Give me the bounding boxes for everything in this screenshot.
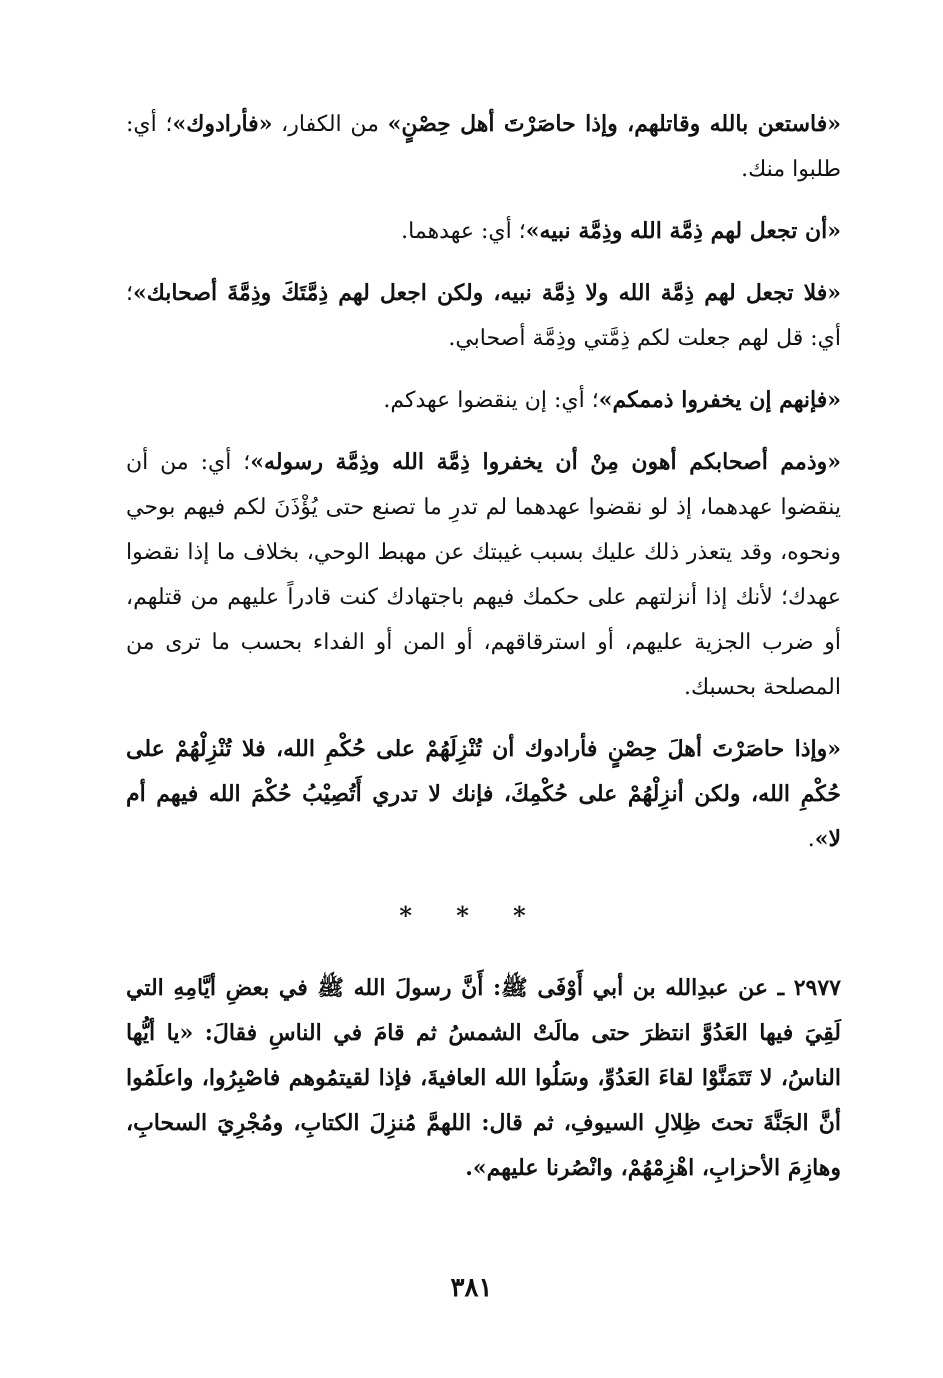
paragraph [126, 102, 841, 192]
quote-segment: «فإنهم إن يخفروا ذممكم» [598, 387, 841, 413]
quote-segment: «وذمم أصحابكم أهون مِنْ أن يخفروا ذِمَّة الله وذِمَّة رسوله» [250, 449, 841, 475]
paragraph [126, 727, 841, 862]
quote-segment: «أن تجعل لهم ذِمَّة الله وذِمَّة نبيه» [525, 218, 841, 244]
commentary-segment: ؛ أي: عهدهما. [401, 219, 526, 244]
quote-segment: «فاستعن بالله وقاتلهم، وإذا حاصَرْتَ أهل حِصْنٍ» [387, 111, 841, 137]
commentary-segment: من الكفار، [272, 112, 388, 137]
commentary-segment: ؛ أي: قل لهم جعلت لكم ذِمَّتي وذِمَّة أصحابي. [126, 281, 841, 351]
page-number: ٣٨١ [450, 1273, 493, 1303]
commentary-segment: ؛ أي: طلبوا منك. [126, 112, 841, 182]
commentary-segment: . [807, 827, 815, 852]
paragraph [126, 440, 841, 710]
hadith-text: ٢٩٧٧ ـ عن عبدِالله بن أبي أَوْفَى ﷺ: أَنَّ رسولَ الله ﷺ في بعضِ أيَّامِهِ التي لَقِيَ فيها العَدُوَّ انتظرَ حتى مالَتْ الشمسُ ثم قامَ في الناسِ فقالَ: «يا أيُّها الناسُ، لا تَتَمَنَّوْا لقاءَ العَدُوِّ، وسَلُوا الله العافيةَ، فإذا لقيتمُوهم فاصْبِرُوا، واعلَمُوا أنَّ الجَنَّةَ تحتَ ظِلالِ السيوفِ، ثم قال: اللهمَّ مُنزِلَ الكتابِ، ومُجْرِيَ السحابِ، وهازِمَ الأحزابِ، اهْزِمْهُمْ، وانْصُرنا عليهم». [126, 975, 841, 1181]
paragraph [126, 378, 841, 423]
commentary-segment: ؛ أي: من أن ينقضوا عهدهما، إذ لو نقضوا عهدهما لم تدرِ ما تصنع حتى يُؤْذَنَ لكم فيهم بوحي ونحوه، وقد يتعذر ذلك عليك بسبب غيبتك عن مهبط الوحي، بخلاف ما إذا نقضوا عهدك؛ لأنك إذا أنزلتهم على حكمك فيهم باجتهادك كنت قادراً عليهم من قتلهم، أو ضرب الجزية عليهم، أو استرقاقهم، أو المن أو الفداء بحسب ما ترى من المصلحة بحسبك. [126, 450, 842, 700]
quote-segment: «فأرادوك» [172, 111, 273, 137]
quote-segment: «وإذا حاصَرْتَ أهلَ حِصْنٍ فأرادوك أن تُنْزِلَهُمْ على حُكْمِ الله، فلا تُنْزِلْهُمْ على حُكْمِ الله، ولكن أنزِلْهُمْ على حُكْمِكَ، فإنك لا تدري أَتُصِيْبُ حُكْمَ الله فيهم أم لا» [126, 736, 841, 852]
paragraph [126, 209, 841, 254]
commentary-text [126, 102, 841, 862]
section-separator: * * * [399, 901, 544, 930]
commentary-segment: ؛ أي: إن ينقضوا عهدكم. [383, 388, 599, 413]
quote-segment: «فلا تجعل لهم ذِمَّة الله ولا ذِمَّة نبيه، ولكن اجعل لهم ذِمَّتَكَ وذِمَّةَ أصحابك» [133, 280, 841, 306]
paragraph [126, 271, 841, 361]
